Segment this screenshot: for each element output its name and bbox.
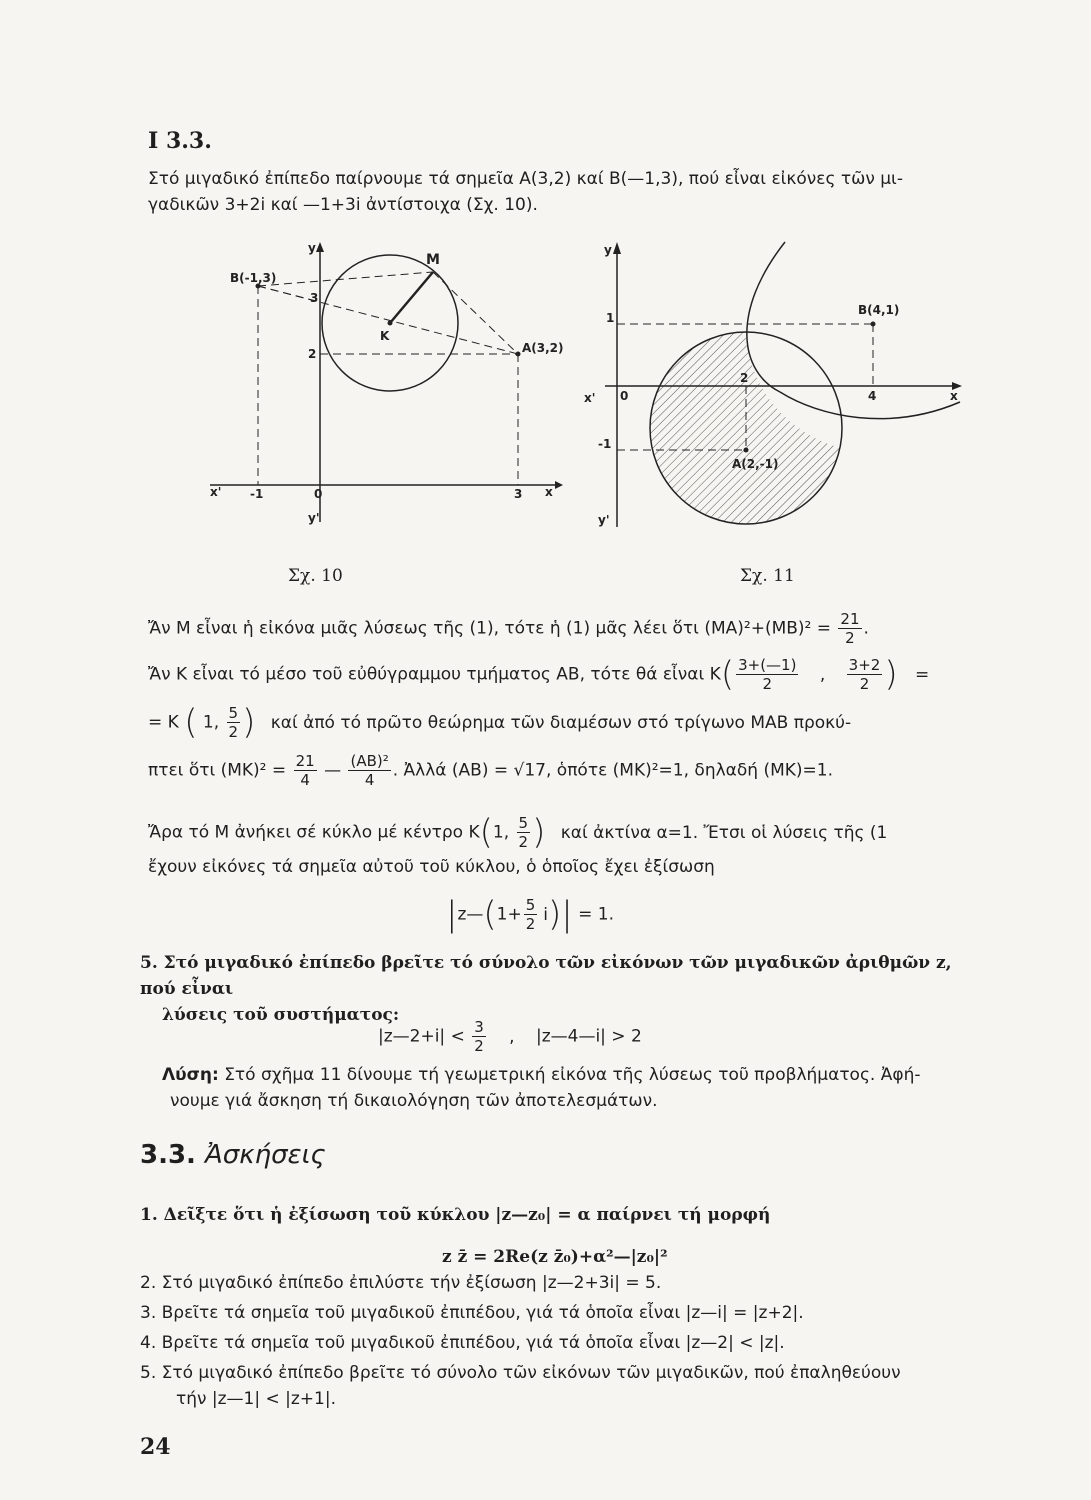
exercise-4: 4. Βρεῖτε τά σημεῖα τοῦ μιγαδικοῦ ἐπιπέδου, γιά τά ὁποῖα εἶναι |z—2| < |z|. <box>140 1333 785 1353</box>
fig10-tick-minus1: -1 <box>250 487 264 501</box>
exercise-3: 3. Βρεῖτε τά σημεῖα τοῦ μιγαδικοῦ ἐπιπέδου, γιά τά ὁποῖα εἶναι |z—i| = |z+2|. <box>140 1303 804 1323</box>
fraction-21-2: $\frac{21}{2}$ <box>840 610 860 647</box>
fig11-tick-2: 2 <box>740 371 749 385</box>
fig10-label-y: y <box>308 241 316 255</box>
fig11-caption: Σχ. 11 <box>740 566 795 586</box>
intro-line-1: Στό μιγαδικό ἐπίπεδο παίρνουμε τά σημεῖα Α(3,2) καί Β(—1,3), πού εἶναι εἰκόνες τῶν μι- <box>148 169 903 189</box>
fig10-tick-2: 2 <box>308 347 317 361</box>
exercise-5: 5. Στό μιγαδικό ἐπίπεδο βρεῖτε τό σύνολο τῶν εἰκόνων τῶν μιγαδικῶν, πού ἐπαληθεύουν τήν |z—1| < |z+1|. <box>140 1363 901 1409</box>
fig10-label-b: Β(-1,3) <box>230 271 277 285</box>
page-number: 24 <box>140 1434 171 1460</box>
fig11-tick-4: 4 <box>868 389 877 403</box>
fig11-tick-1: 1 <box>606 311 615 325</box>
exercise-2: 2. Στό μιγαδικό ἐπίπεδο ἐπιλύστε τήν ἐξίσωση |z—2+3i| = 5. <box>140 1273 662 1293</box>
fig10-caption: Σχ. 10 <box>288 566 343 586</box>
body-line-3: = Κ ( 1, $\frac{5}{2}$ ) καί ἀπό τό πρῶτο θεώρημα τῶν διαμέσων στό τρίγωνο ΜΑΒ προκύ- <box>148 702 852 743</box>
body-line-4: πτει ὅτι (ΜΚ)² = $\frac{21}{4}$ — $\frac{\text{(ΑΒ)²}}{4}$ . Ἀλλά (ΑΒ) = √17, ὁπότε (ΜΚ)²=1, δηλαδή (ΜΚ)=1. <box>148 752 833 789</box>
body-line-1: Ἄν Μ εἶναι ἡ εἰκόνα μιᾶς λύσεως τῆς (1), τότε ἡ (1) μᾶς λέει ὅτι (ΜΑ)²+(ΜΒ)² = $\frac{21}{2}$ . <box>148 610 869 647</box>
fig10-label-xprime: x' <box>210 485 222 499</box>
fig10-label-m: Μ <box>426 252 440 268</box>
body-line-2: Ἄν Κ εἶναι τό μέσο τοῦ εὐθύγραμμου τμήματος ΑΒ, τότε θά εἶναι Κ( $\frac{3+(—1)}{2}$ , $\frac{3+2}{2}$ ) = <box>148 654 930 695</box>
fig10-tick-3: 3 <box>310 291 319 305</box>
fig11-tick-0: 0 <box>620 389 629 403</box>
fig11-label-a: Α(2,-1) <box>732 457 779 471</box>
fig11-outer-arc <box>747 242 960 419</box>
fig11-label-x: x <box>950 389 958 403</box>
fig11-tick-minus1: -1 <box>598 437 612 451</box>
fig10-label-k: Κ <box>380 329 390 343</box>
figure-10 <box>200 232 580 532</box>
fig11-label-yprime: y' <box>598 513 610 527</box>
exercise-1-equation: z z̄ = 2Re(z z̄₀)+α²—|z₀|² <box>442 1247 668 1267</box>
fig10-label-x: x <box>545 485 553 499</box>
exercise-1: 1. Δεῖξτε ὅτι ἡ ἐξίσωση τοῦ κύκλου |z—z₀| = α παίρνει τή μορφή <box>140 1205 771 1225</box>
fig11-label-xprime: x' <box>584 391 596 405</box>
figure-11 <box>580 232 980 542</box>
problem-5: 5. Στό μιγαδικό ἐπίπεδο βρεῖτε τό σύνολο τῶν εἰκόνων τῶν μιγαδικῶν ἀριθμῶν z, πού εἶναι λύσεις τοῦ συστήματος: <box>140 953 952 1025</box>
intro-paragraph <box>148 166 988 218</box>
section-header: I 3.3. <box>148 128 212 154</box>
fig10-label-a: Α(3,2) <box>522 341 564 355</box>
fig11-label-b: Β(4,1) <box>858 303 900 317</box>
fig10-label-yprime: y' <box>308 511 320 525</box>
circle-equation: |z—(1+ $\frac{5}{2}$ i)| = 1. <box>446 894 615 935</box>
body-line-6: ἔχουν εἰκόνες τά σημεῖα αὐτοῦ τοῦ κύκλου, ὁ ὁποῖος ἔχει ἐξίσωση <box>148 857 715 877</box>
problem-5-solution: Λύση: Στό σχῆμα 11 δίνουμε τή γεωμετρική εἰκόνα τῆς λύσεως τοῦ προβλήματος. Ἀφή- νουμε γιά ἄσκηση τή δικαιολόγηση τῶν ἀποτελεσμάτων. <box>162 1065 921 1111</box>
fig10-tick-x3: 3 <box>514 487 523 501</box>
intro-line-2: γαδικῶν 3+2i καί —1+3i ἀντίστοιχα (Σχ. 10). <box>148 195 538 215</box>
problem-5-system: |z—2+i| < $\frac{3}{2}$ , |z—4—i| > 2 <box>378 1018 642 1055</box>
fig10-segment-km <box>390 272 433 323</box>
fig10-tick-0: 0 <box>314 487 323 501</box>
body-line-5: Ἄρα τό Μ ἀνήκει σέ κύκλο μέ κέντρο Κ(1, $\frac{5}{2}$ ) καί ἀκτίνα α=1. Ἔτσι οἱ λύσεις τῆς (1 <box>148 812 888 853</box>
fig11-label-y: y <box>604 243 612 257</box>
exercises-heading: 3.3. Ἀσκήσεις <box>140 1140 326 1170</box>
